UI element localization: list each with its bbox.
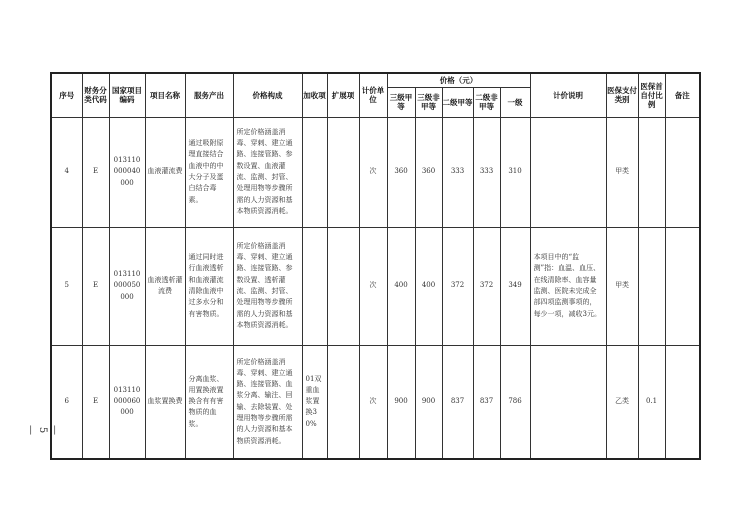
cell-finance-code: E	[82, 227, 109, 345]
cell-national-code: 013110000040000	[109, 117, 145, 227]
cell-service-output: 分离血浆、用置换液置换含有有害物质的血浆。	[185, 345, 233, 459]
cell-item-name: 血浆置换费	[145, 345, 185, 459]
cell-expand	[327, 345, 359, 459]
cell-price-composition: 所定价格涵盖消毒、穿刺、建立通路、连接管路、参数设置、透析灌流、监测、封管、处理用物等步骤所需的人力资源和基本物质资源消耗。	[233, 227, 302, 345]
header-finance-code: 财务分类代码	[82, 73, 109, 117]
header-price-tier-3: 二级甲等	[442, 87, 473, 117]
cell-price-composition: 所定价格涵盖消毒、穿刺、建立通路、连接管路、血浆分离、输注、回输、去除装置、处理用物等步骤所需的人力资源和基本物质资源消耗。	[233, 345, 302, 459]
cell-price-tier-2: 360	[415, 117, 442, 227]
header-seq: 序号	[51, 73, 82, 117]
header-price-tier-1: 三级甲等	[387, 87, 415, 117]
cell-unit: 次	[359, 227, 387, 345]
cell-insurance-ratio: 0.1	[638, 345, 665, 459]
cell-insurance-type: 乙类	[606, 345, 638, 459]
cell-remarks	[665, 117, 700, 227]
cell-unit: 次	[359, 345, 387, 459]
header-pricing-note: 计价说明	[530, 73, 606, 117]
cell-price-tier-5: 786	[500, 345, 530, 459]
cell-price-tier-4: 837	[473, 345, 500, 459]
cell-price-tier-2: 900	[415, 345, 442, 459]
header-unit: 计价单位	[359, 73, 387, 117]
cell-extra-charge: 01双重血浆置换30%	[302, 345, 327, 459]
header-national-code: 国家项目编码	[109, 73, 145, 117]
cell-service-output: 通过吸附原理直接结合血液中的中大分子及蛋白结合毒素。	[185, 117, 233, 227]
cell-remarks	[665, 227, 700, 345]
cell-price-tier-5: 310	[500, 117, 530, 227]
cell-expand	[327, 227, 359, 345]
cell-service-output: 通过同时进行血液透析和血液灌流清除血液中过多水分和有害物质。	[185, 227, 233, 345]
cell-finance-code: E	[82, 117, 109, 227]
table-row	[51, 117, 700, 227]
cell-item-name: 血液灌流费	[145, 117, 185, 227]
header-service-output: 服务产出	[185, 73, 233, 117]
header-price-tier-5: 一级	[500, 87, 530, 117]
cell-pricing-note: 本项目中的“监测”指：血温、血压、在线清除率、血容量监测、医院未完成全部四项监测事项的，每少一项，减收3元。	[530, 227, 606, 345]
header-insurance-ratio: 医保首自付比例	[638, 73, 665, 117]
header-price-tier-4: 二级非甲等	[473, 87, 500, 117]
cell-extra-charge	[302, 227, 327, 345]
cell-insurance-ratio	[638, 117, 665, 227]
cell-remarks	[665, 345, 700, 459]
header-price-composition: 价格构成	[233, 73, 302, 117]
fee-table	[50, 72, 701, 460]
header-price-tier-2: 三级非甲等	[415, 87, 442, 117]
table-row	[51, 345, 700, 459]
cell-insurance-type: 甲类	[606, 117, 638, 227]
cell-price-tier-1: 400	[387, 227, 415, 345]
cell-pricing-note	[530, 117, 606, 227]
cell-price-tier-4: 372	[473, 227, 500, 345]
cell-insurance-type: 甲类	[606, 227, 638, 345]
cell-national-code: 013110000050000	[109, 227, 145, 345]
table-row	[51, 227, 700, 345]
page-number-text: — 5 —	[25, 425, 60, 435]
cell-expand	[327, 117, 359, 227]
cell-seq: 4	[51, 117, 82, 227]
header-insurance-type: 医保支付类别	[606, 73, 638, 117]
cell-seq: 5	[51, 227, 82, 345]
cell-pricing-note	[530, 345, 606, 459]
cell-national-code: 013110000060000	[109, 345, 145, 459]
header-expand: 扩展项	[327, 73, 359, 117]
header-remarks: 备注	[665, 73, 700, 117]
cell-seq: 6	[51, 345, 82, 459]
header-price-group: 价格（元）	[387, 73, 530, 87]
cell-finance-code: E	[82, 345, 109, 459]
cell-price-tier-1: 900	[387, 345, 415, 459]
cell-price-tier-4: 333	[473, 117, 500, 227]
cell-price-tier-3: 333	[442, 117, 473, 227]
cell-insurance-ratio	[638, 227, 665, 345]
cell-extra-charge	[302, 117, 327, 227]
cell-price-tier-1: 360	[387, 117, 415, 227]
cell-price-tier-2: 400	[415, 227, 442, 345]
cell-price-tier-5: 349	[500, 227, 530, 345]
cell-price-tier-3: 372	[442, 227, 473, 345]
page-number	[25, 412, 60, 448]
cell-price-tier-3: 837	[442, 345, 473, 459]
cell-unit: 次	[359, 117, 387, 227]
cell-item-name: 血液透析灌流费	[145, 227, 185, 345]
cell-price-composition: 所定价格涵盖消毒、穿刺、建立通路、连接管路、参数设置、血液灌流、监测、封管、处理用物等步骤所需的人力资源和基本物质资源消耗。	[233, 117, 302, 227]
header-item-name: 项目名称	[145, 73, 185, 117]
header-extra-charge: 加收项	[302, 73, 327, 117]
